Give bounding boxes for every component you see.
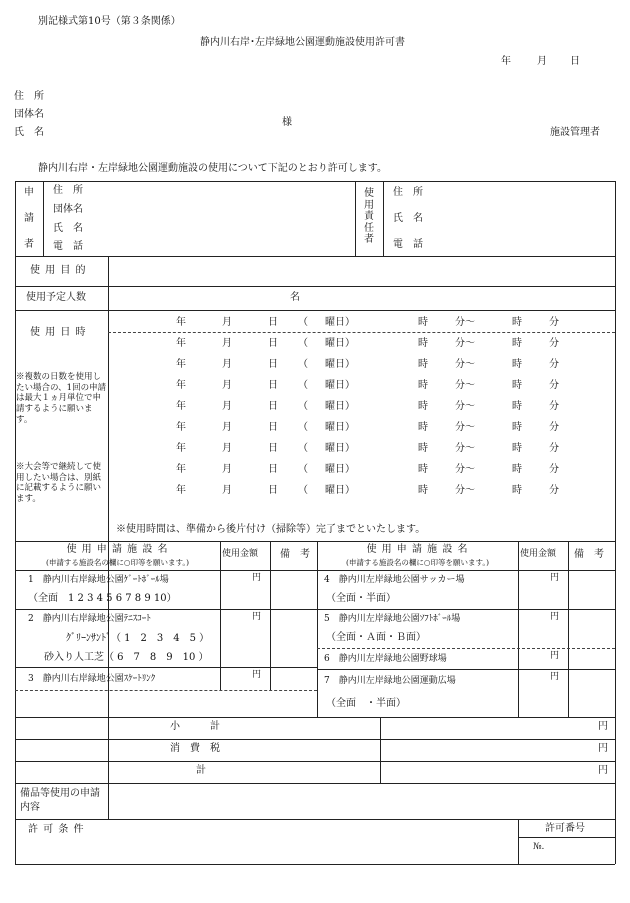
facility-6-fee: 円 <box>550 651 560 661</box>
usage-row-from: 分～ <box>455 317 475 328</box>
applicant-label-2: 請 <box>24 213 34 224</box>
usage-row-year: 年 <box>176 464 186 475</box>
usage-note-days: ※複数の日数を使用したい場合の、1回の申請は最大１ヵ月単位で申請するように願います。 <box>16 372 107 425</box>
usage-row-year: 年 <box>176 380 186 391</box>
honorific: 様 <box>282 117 292 128</box>
fee-header-left: 使用金額 <box>222 549 259 559</box>
people-label: 使用予定人数 <box>26 292 86 303</box>
usage-row-day: 日 <box>268 380 278 391</box>
permit-number-prefix: №. <box>533 842 545 852</box>
tax-yen: 円 <box>598 743 608 754</box>
usage-row-min2: 分 <box>549 359 559 370</box>
usage-row-weekday: 曜日） <box>325 422 355 433</box>
usage-row-month: 月 <box>222 422 232 433</box>
facility-7-name: 7 静内川左岸緑地公園運動広場 <box>324 676 456 686</box>
usage-row-hour2: 時 <box>512 464 522 475</box>
addressee-name-label: 氏 名 <box>14 127 44 138</box>
date-year: 年 <box>501 56 511 67</box>
usage-row-month: 月 <box>222 401 232 412</box>
usage-row-weekday: 曜日） <box>325 485 355 496</box>
usage-row-hour2: 時 <box>512 338 522 349</box>
usage-row-weekday: 曜日） <box>325 317 355 328</box>
facility-header-title-left: 使 用 申 請 施 設 名 <box>66 544 169 555</box>
usage-row-min2: 分 <box>549 401 559 412</box>
usage-row-weekday: 曜日） <box>325 359 355 370</box>
usage-row-paren: （ <box>298 422 308 433</box>
manager-address-label: 住 所 <box>393 187 423 198</box>
people-unit: 名 <box>290 292 300 303</box>
usage-row-year: 年 <box>176 485 186 496</box>
facility-4-name: 4 静内川左岸緑地公園サッカー場 <box>324 575 465 585</box>
purpose-label: 使 用 目 的 <box>30 265 87 276</box>
usage-label: 使 用 日 時 <box>30 327 87 338</box>
usage-row-min2: 分 <box>549 485 559 496</box>
facility-3-name: 3 静内川右岸緑地公園ｽｹｰﾄﾘﾝｸ <box>28 674 156 684</box>
usage-row-weekday: 曜日） <box>325 443 355 454</box>
applicant-label-3: 者 <box>24 239 34 250</box>
equipment-label: 備品等使用の申請内容 <box>20 788 100 813</box>
usage-row-paren: （ <box>298 485 308 496</box>
usage-row-year: 年 <box>176 443 186 454</box>
usage-row-from: 分～ <box>455 422 475 433</box>
conditions-label: 許 可 条 件 <box>28 824 85 835</box>
addressee-address-label: 住 所 <box>14 91 44 102</box>
usage-row-weekday: 曜日） <box>325 380 355 391</box>
usage-row-min2: 分 <box>549 464 559 475</box>
total-label: 計 <box>196 765 206 776</box>
fee-header-right: 使用金額 <box>520 549 557 559</box>
usage-row-hour: 時 <box>418 338 428 349</box>
permit-number-label: 許可番号 <box>545 823 585 834</box>
usage-row-from: 分～ <box>455 338 475 349</box>
usage-row-hour: 時 <box>418 443 428 454</box>
date-day: 日 <box>570 56 580 67</box>
usage-row-hour: 時 <box>418 401 428 412</box>
facility-1-fee: 円 <box>252 573 262 583</box>
facility-1-name: 1 静内川右岸緑地公園ｹﾞｰﾄﾎﾞｰﾙ場 <box>28 575 169 585</box>
usage-row-from: 分～ <box>455 464 475 475</box>
usage-row-hour2: 時 <box>512 485 522 496</box>
usage-row-hour2: 時 <box>512 359 522 370</box>
usage-row-day: 日 <box>268 464 278 475</box>
usage-row-hour2: 時 <box>512 422 522 433</box>
usage-row-hour: 時 <box>418 422 428 433</box>
usage-note-events: ※大会等で継続して使用したい場合は、別紙に記載するように願います。 <box>16 462 102 504</box>
usage-row-day: 日 <box>268 422 278 433</box>
usage-row-paren: （ <box>298 443 308 454</box>
remarks-header-right: 備 考 <box>574 549 604 560</box>
usage-row-min2: 分 <box>549 380 559 391</box>
usage-row-hour: 時 <box>418 485 428 496</box>
usage-row-paren: （ <box>298 380 308 391</box>
date-month: 月 <box>537 56 547 67</box>
remarks-header-left: 備 考 <box>280 549 310 560</box>
usage-row-month: 月 <box>222 380 232 391</box>
usage-row-year: 年 <box>176 422 186 433</box>
usage-footnote: ※使用時間は、準備から後片付け（掃除等）完了までといたします。 <box>116 524 426 535</box>
usage-row-from: 分～ <box>455 485 475 496</box>
usage-row-hour2: 時 <box>512 317 522 328</box>
usage-row-day: 日 <box>268 443 278 454</box>
facility-5-fee: 円 <box>550 612 560 622</box>
facility-header-subtitle-right: (申請する施設名の欄に○印等を願います。) <box>345 558 490 567</box>
usage-row-hour2: 時 <box>512 443 522 454</box>
usage-row-day: 日 <box>268 317 278 328</box>
intro-text: 静内川右岸・左岸緑地公園運動施設の使用について下記のとおり許可します。 <box>38 163 387 174</box>
facility-5-courts: （全面・Ａ面・Ｂ面） <box>326 632 426 643</box>
manager-phone-label: 電 話 <box>393 239 423 250</box>
applicant-organization-label: 団体名 <box>53 204 83 215</box>
facility-2-name: 2 静内川右岸緑地公園ﾃﾆｽｺｰﾄ <box>28 614 151 624</box>
usage-row-hour: 時 <box>418 317 428 328</box>
subtotal-yen: 円 <box>598 721 608 732</box>
usage-row-year: 年 <box>176 317 186 328</box>
usage-row-day: 日 <box>268 338 278 349</box>
usage-row-paren: （ <box>298 401 308 412</box>
usage-row-from: 分～ <box>455 401 475 412</box>
facility-2-fee: 円 <box>252 612 262 622</box>
facility-header-subtitle-left: (申請する施設名の欄に○印等を願います。) <box>45 558 190 567</box>
usage-row-paren: （ <box>298 317 308 328</box>
facility-4-courts: （全面・半面） <box>326 593 396 604</box>
usage-row-month: 月 <box>222 464 232 475</box>
usage-row-month: 月 <box>222 338 232 349</box>
usage-row-year: 年 <box>176 359 186 370</box>
issuer-label: 施設管理者 <box>550 127 600 138</box>
usage-row-from: 分～ <box>455 380 475 391</box>
total-yen: 円 <box>598 765 608 776</box>
addressee-organization-label: 団体名 <box>14 109 44 120</box>
usage-row-hour: 時 <box>418 359 428 370</box>
usage-row-paren: （ <box>298 464 308 475</box>
facility-5-name: 5 静内川左岸緑地公園ｿﾌﾄﾎﾞｰﾙ場 <box>324 614 461 624</box>
usage-row-min2: 分 <box>549 443 559 454</box>
applicant-label-1: 申 <box>24 187 34 198</box>
usage-row-paren: （ <box>298 359 308 370</box>
facility-4-fee: 円 <box>550 573 560 583</box>
applicant-name-label: 氏 名 <box>53 223 83 234</box>
tax-label: 消 費 税 <box>170 743 220 754</box>
applicant-phone-label: 電 話 <box>53 241 83 252</box>
usage-row-weekday: 曜日） <box>325 464 355 475</box>
document-title: 静内川右岸･左岸緑地公園運動施設使用許可書 <box>200 37 405 48</box>
usage-row-hour2: 時 <box>512 401 522 412</box>
usage-row-min2: 分 <box>549 422 559 433</box>
usage-row-min2: 分 <box>549 317 559 328</box>
usage-row-day: 日 <box>268 401 278 412</box>
facility-3-fee: 円 <box>252 670 262 680</box>
usage-row-paren: （ <box>298 338 308 349</box>
usage-row-from: 分～ <box>455 443 475 454</box>
usage-row-month: 月 <box>222 443 232 454</box>
facility-header-title-right: 使 用 申 請 施 設 名 <box>366 544 469 555</box>
facility-7-fee: 円 <box>550 672 560 682</box>
usage-row-month: 月 <box>222 317 232 328</box>
usage-row-year: 年 <box>176 338 186 349</box>
applicant-address-label: 住 所 <box>53 185 83 196</box>
usage-row-month: 月 <box>222 359 232 370</box>
subtotal-label: 小 計 <box>170 721 220 732</box>
usage-row-hour: 時 <box>418 464 428 475</box>
facility-7-courts: （全面 ・半面） <box>326 698 406 709</box>
manager-name-label: 氏 名 <box>393 213 423 224</box>
usage-row-day: 日 <box>268 359 278 370</box>
facility-6-name: 6 静内川左岸緑地公園野球場 <box>324 654 447 664</box>
usage-row-weekday: 曜日） <box>325 338 355 349</box>
facility-2-green-sand: ｸﾞﾘｰﾝｻﾝﾄﾞ（ 1 2 3 4 5 ） <box>66 633 210 644</box>
usage-row-weekday: 曜日） <box>325 401 355 412</box>
facility-2-artificial-turf: 砂入り人工芝（ 6 7 8 9 10 ） <box>44 652 209 663</box>
usage-row-day: 日 <box>268 485 278 496</box>
usage-row-year: 年 <box>176 401 186 412</box>
form-number: 別記様式第10号（第３条関係） <box>38 16 181 27</box>
manager-label: 使用責任者 <box>364 188 374 245</box>
usage-row-from: 分～ <box>455 359 475 370</box>
usage-row-min2: 分 <box>549 338 559 349</box>
usage-row-hour2: 時 <box>512 380 522 391</box>
usage-row-month: 月 <box>222 485 232 496</box>
usage-row-hour: 時 <box>418 380 428 391</box>
facility-1-courts: （全面 1 2 3 4 5 6 7 8 9 10） <box>28 593 177 604</box>
